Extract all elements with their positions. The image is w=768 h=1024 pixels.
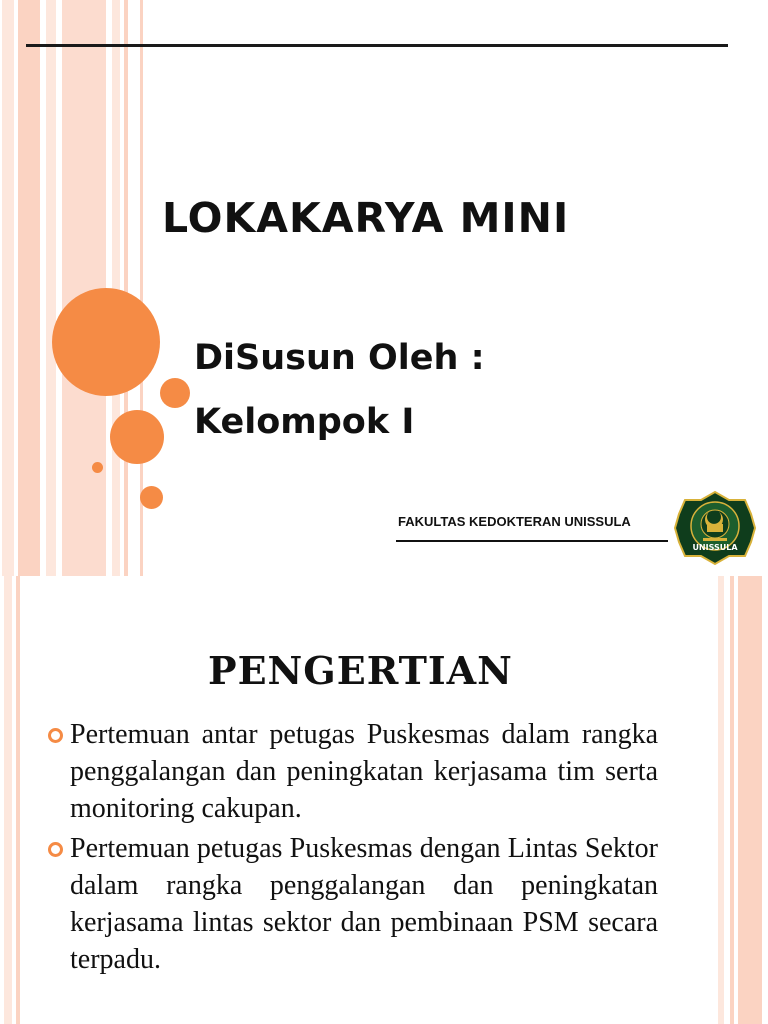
decorative-circle [110, 410, 164, 464]
university-logo [673, 490, 757, 566]
author-label: DiSusun Oleh : [194, 338, 485, 378]
decorative-stripe [738, 576, 762, 1024]
bullet-list [48, 716, 658, 981]
group-name: Kelompok I [194, 402, 415, 442]
decorative-stripe [4, 576, 12, 1024]
decorative-stripe [124, 0, 128, 576]
decorative-circle-large [52, 288, 160, 396]
top-divider [26, 44, 728, 47]
content-slide [0, 576, 768, 1024]
decorative-stripe [46, 0, 56, 576]
bullet-text: Pertemuan petugas Puskesmas dengan Lintas Sektor dalam rangka penggalangan dan peningkatan kerjasama lintas sektor dan pembinaan PSM secara terpadu. [70, 833, 658, 975]
decorative-stripe [718, 576, 724, 1024]
decorative-stripe [18, 0, 40, 576]
decorative-stripe [730, 576, 734, 1024]
list-item [48, 830, 658, 978]
bullet-circle-icon [48, 842, 63, 857]
decorative-circle [160, 378, 190, 408]
decorative-circle [140, 486, 163, 509]
section-title: PENGERTIAN [208, 648, 513, 693]
faculty-label: FAKULTAS KEDOKTERAN UNISSULA [398, 514, 631, 529]
list-item [48, 716, 658, 827]
decorative-circle [92, 462, 103, 473]
decorative-stripe [16, 576, 20, 1024]
decorative-stripe [2, 0, 14, 576]
slide-title: LOKAKARYA MINI [162, 194, 570, 242]
bullet-circle-icon [48, 728, 63, 743]
bullet-text: Pertemuan antar petugas Puskesmas dalam rangka penggalangan dan peningkatan kerjasama tim serta monitoring cakupan. [70, 719, 658, 824]
faculty-underline [396, 540, 668, 542]
logo-text: UNISSULA [692, 543, 738, 552]
